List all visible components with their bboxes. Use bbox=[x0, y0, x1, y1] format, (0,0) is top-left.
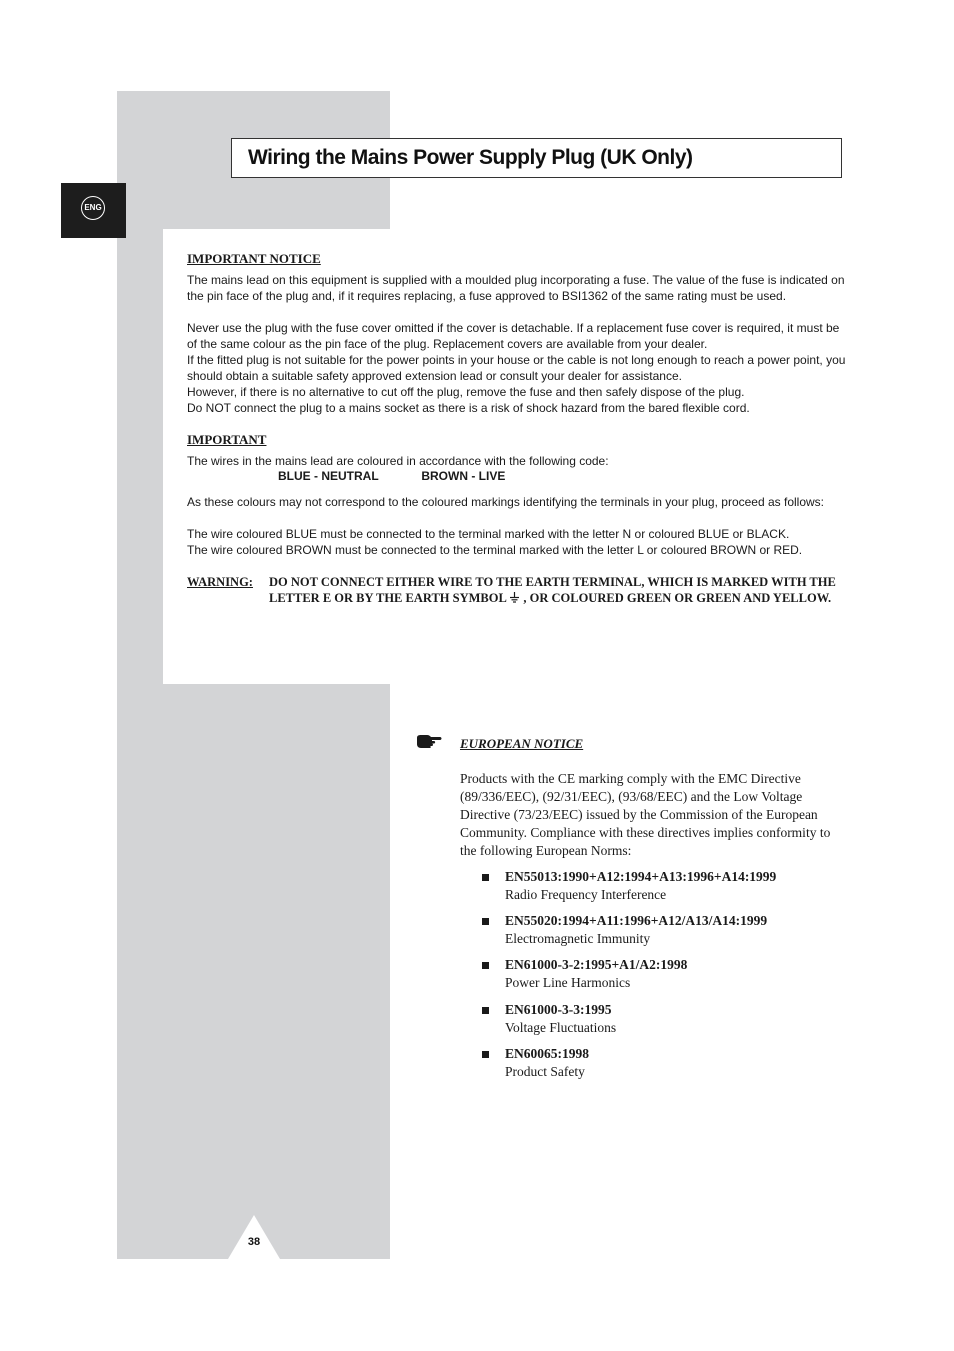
warning-text-start: DO NOT CONNECT EITHER WIRE TO THE EARTH TERMINAL, WHICH IS MARKED WITH THE LETTER E OR BY THE EARTH SYMBOL bbox=[269, 575, 836, 605]
warning-text-end: , OR COLOURED GREEN OR GREEN AND YELLOW. bbox=[523, 591, 832, 605]
pointing-hand-icon bbox=[415, 733, 443, 749]
wire-code-intro: The wires in the mains lead are coloured in accordance with the following code: bbox=[187, 454, 609, 468]
norm-description: Radio Frequency Interference bbox=[505, 887, 667, 902]
code-brown: BROWN - LIVE bbox=[421, 469, 506, 483]
notice-paragraph: If the fitted plug is not suitable for the power points in your house or the cable is not long enough to reach a power point, you should obtain a suitable safety approved extension lead or consult your dealer for assistance. bbox=[187, 353, 846, 383]
warning-label: WARNING: bbox=[187, 575, 253, 589]
notice-paragraph: Do NOT connect the plug to a mains socket as there is a risk of shock hazard from the bared flexible cord. bbox=[187, 401, 750, 415]
bullet-square bbox=[482, 918, 489, 925]
earth-symbol-icon bbox=[509, 592, 520, 603]
wire-paragraph: As these colours may not correspond to the coloured markings identifying the terminals in your plug, proceed as follows: bbox=[187, 495, 824, 509]
important-heading: IMPORTANT bbox=[187, 432, 267, 447]
wire-paragraph: The wire coloured BLUE must be connected to the terminal marked with the letter N or coloured BLUE or BLACK. bbox=[187, 527, 790, 541]
norm-code: EN55013:1990+A12:1994+A13:1996+A14:1999 bbox=[505, 869, 777, 884]
code-blue: BLUE - NEUTRAL bbox=[278, 469, 379, 483]
bullet-square bbox=[482, 1051, 489, 1058]
notice-paragraph: The mains lead on this equipment is supplied with a moulded plug incorporating a fuse. The value of the fuse is indicated on the pin face of the plug and, if it requires replacing, a fuse approved to BSI1362 of the same rating must be used. bbox=[187, 273, 845, 303]
warning-text bbox=[269, 574, 839, 606]
norm-code: EN61000-3-2:1995+A1/A2:1998 bbox=[505, 957, 688, 972]
bullet-square bbox=[482, 962, 489, 969]
bullet-square bbox=[482, 1007, 489, 1014]
european-notice-paragraph: Products with the CE marking comply with the EMC Directive (89/336/EEC), (92/31/EEC), (93/68/EEC) and the Low Voltage Directive (73/23/EEC) issued by the Commission of the European Community. Compliance with these directives implies conformity to the following European Norms: bbox=[460, 771, 831, 858]
norm-description: Electromagnetic Immunity bbox=[505, 931, 651, 946]
norm-code: EN60065:1998 bbox=[505, 1046, 589, 1061]
page-number: 38 bbox=[247, 1236, 261, 1248]
language-tab bbox=[61, 183, 126, 238]
bullet-square bbox=[482, 874, 489, 881]
norm-description: Product Safety bbox=[505, 1064, 585, 1079]
norm-code: EN61000-3-3:1995 bbox=[505, 1002, 612, 1017]
title-box bbox=[231, 138, 842, 178]
wire-colour-code bbox=[278, 469, 505, 483]
language-badge: ENG bbox=[81, 196, 105, 220]
european-notice-heading: EUROPEAN NOTICE bbox=[460, 736, 584, 751]
norm-description: Power Line Harmonics bbox=[505, 975, 631, 990]
important-notice-heading: IMPORTANT NOTICE bbox=[187, 251, 321, 266]
notice-paragraph: However, if there is no alternative to cut off the plug, remove the fuse and then safely dispose of the plug. bbox=[187, 385, 745, 399]
norm-description: Voltage Fluctuations bbox=[505, 1020, 617, 1035]
page-title: Wiring the Mains Power Supply Plug (UK Only) bbox=[248, 146, 693, 169]
notice-paragraph: Never use the plug with the fuse cover omitted if the cover is detachable. If a replacement fuse cover is required, it must be of the same colour as the pin face of the plug. Replacement covers are available from your dealer. bbox=[187, 321, 840, 351]
norm-code: EN55020:1994+A11:1996+A12/A13/A14:1999 bbox=[505, 913, 768, 928]
wire-paragraph: The wire coloured BROWN must be connected to the terminal marked with the letter L or coloured BROWN or RED. bbox=[187, 543, 803, 557]
